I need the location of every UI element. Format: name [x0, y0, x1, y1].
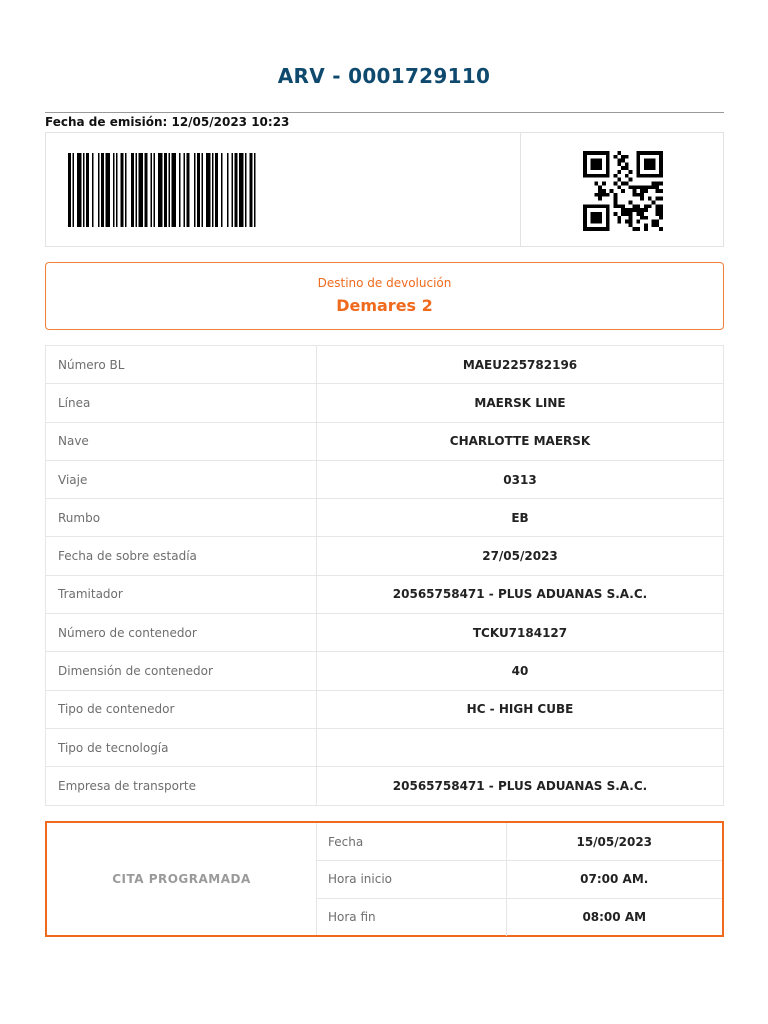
- table-row: [46, 652, 724, 690]
- detail-label: Rumbo: [46, 499, 317, 537]
- detail-value: 0313: [317, 460, 724, 498]
- detail-label: Número de contenedor: [46, 614, 317, 652]
- header-divider: [45, 112, 724, 113]
- table-row: [46, 422, 724, 460]
- detail-value: TCKU7184127: [317, 614, 724, 652]
- appointment-label: Hora fin: [317, 898, 506, 936]
- table-row: [46, 460, 724, 498]
- table-row: [46, 384, 724, 422]
- detail-value: 40: [317, 652, 724, 690]
- appointment-caption: CITA PROGRAMADA: [47, 823, 317, 935]
- detail-label: Tipo de tecnología: [46, 728, 317, 766]
- detail-label: Viaje: [46, 460, 317, 498]
- table-row: [46, 537, 724, 575]
- destination-value: Demares 2: [336, 296, 433, 315]
- table-row: [46, 575, 724, 613]
- table-row: [46, 728, 724, 766]
- detail-label: Nave: [46, 422, 317, 460]
- detail-label: Fecha de sobre estadía: [46, 537, 317, 575]
- appointment-value: 15/05/2023: [506, 823, 722, 861]
- table-row: [46, 346, 724, 384]
- table-row: [317, 861, 722, 899]
- table-row: [46, 614, 724, 652]
- table-row: [317, 898, 722, 936]
- appointment-label: Fecha: [317, 823, 506, 861]
- detail-value: EB: [317, 499, 724, 537]
- detail-value: 27/05/2023: [317, 537, 724, 575]
- detail-label: Tramitador: [46, 575, 317, 613]
- barcode-cell: [46, 133, 521, 246]
- appointment-label: Hora inicio: [317, 861, 506, 899]
- destination-label: Destino de devolución: [317, 276, 452, 290]
- detail-value: CHARLOTTE MAERSK: [317, 422, 724, 460]
- return-destination-box: [45, 262, 724, 330]
- document-title: ARV - 0001729110: [277, 64, 491, 88]
- details-table: [45, 345, 724, 806]
- detail-value: MAERSK LINE: [317, 384, 724, 422]
- barcode-icon: [68, 153, 308, 227]
- issue-date: Fecha de emisión: 12/05/2023 10:23: [45, 115, 290, 129]
- detail-value: MAEU225782196: [317, 346, 724, 384]
- table-row: [46, 690, 724, 728]
- appointment-value: 07:00 AM.: [506, 861, 722, 899]
- detail-value: [317, 728, 724, 766]
- detail-label: Línea: [46, 384, 317, 422]
- table-row: [46, 767, 724, 805]
- detail-value: HC - HIGH CUBE: [317, 690, 724, 728]
- detail-label: Dimensión de contenedor: [46, 652, 317, 690]
- table-row: [46, 499, 724, 537]
- detail-label: Tipo de contenedor: [46, 690, 317, 728]
- detail-label: Número BL: [46, 346, 317, 384]
- detail-value: 20565758471 - PLUS ADUANAS S.A.C.: [317, 575, 724, 613]
- appointment-value: 08:00 AM: [582, 910, 647, 925]
- codes-panel: [45, 132, 724, 247]
- qr-code-icon: [581, 151, 665, 231]
- detail-label: Empresa de transporte: [46, 767, 317, 805]
- detail-value: 20565758471 - PLUS ADUANAS S.A.C.: [317, 767, 724, 805]
- appointment-table: [317, 823, 722, 936]
- scheduled-appointment-box: [45, 821, 724, 937]
- table-row: [317, 823, 722, 861]
